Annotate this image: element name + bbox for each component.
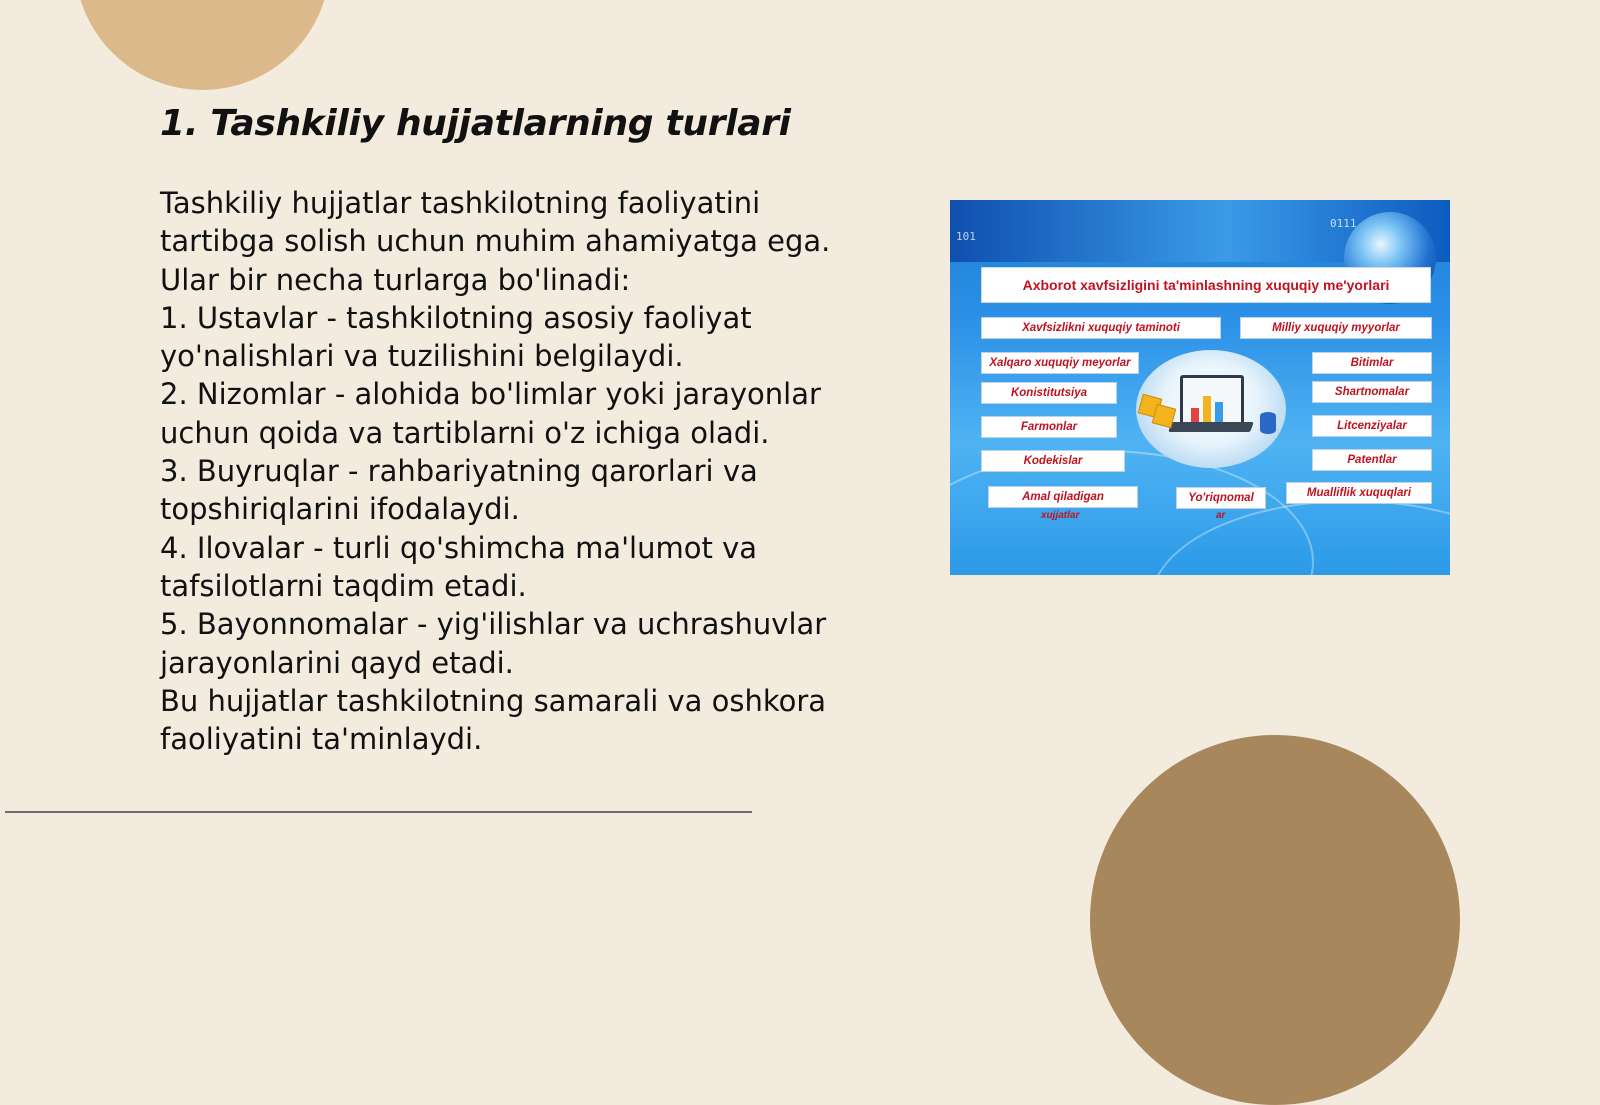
binary-digits-top: 0111 — [1330, 217, 1357, 230]
tag-amal-qiladigan: Amal qiladigan — [988, 486, 1138, 508]
chart-bar-icon — [1191, 408, 1199, 422]
list-item-ilovalar: 4. Ilovalar - turli qo'shimcha ma'lumot va tafsilotlarni taqdim etadi. — [160, 530, 758, 603]
slide-title: 1. Tashkiliy hujjatlarning turlari — [160, 103, 791, 144]
tag-overflow-text: ar — [1216, 510, 1226, 521]
illustration-header: Axborot xavfsizligini ta'minlashning xuquqiy me'yorlari — [981, 267, 1431, 303]
list-item-bayonnomalar: 5. Bayonnomalar - yig'ilishlar va uchrashuvlar jarayonlarini qayd etadi. — [160, 607, 827, 680]
tag-farmonlar: Farmonlar — [981, 416, 1117, 438]
chart-bar-icon — [1215, 402, 1223, 422]
tag-shartnomalar: Shartnomalar — [1312, 381, 1432, 403]
laptop-icon — [1180, 375, 1244, 425]
chart-bar-icon — [1203, 396, 1211, 422]
binary-digits-left: 101 — [956, 230, 976, 243]
slide-body — [160, 184, 850, 758]
intro-paragraph: Tashkiliy hujjatlar tashkilotning faoliyatini tartibga solish uchun muhim ahamiyatga ega. Ular bir necha turlarga bo'linadi: — [160, 186, 831, 297]
decorative-circle-bottom — [1090, 735, 1460, 1105]
list-item-ustavlar: 1. Ustavlar - tashkilotning asosiy faoliyat yo'nalishlari va tuzilishini belgilaydi. — [160, 300, 752, 374]
closing-paragraph: Bu hujjatlar tashkilotning samarali va oshkora faoliyatini ta'minlaydi. — [160, 683, 827, 757]
tag-xavfsizlik: Xavfsizlikni xuquqiy taminoti — [981, 317, 1221, 339]
tag-patentlar: Patentlar — [1312, 449, 1432, 471]
laptop-base-icon — [1168, 422, 1254, 432]
tag-litsenziyalar: Litcenziyalar — [1312, 415, 1432, 437]
list-item-nizomlar: 2. Nizomlar - alohida bo'limlar yoki jarayonlar uchun qoida va tartiblarni o'z ichiga oladi. — [160, 377, 821, 450]
tag-overflow-text: xujjatlar — [1041, 510, 1080, 521]
tag-yoriqnomalar: Yo'riqnomal — [1176, 487, 1266, 509]
tag-mualliflik: Mualliflik xuquqlari — [1286, 482, 1432, 504]
tag-milliy: Milliy xuquqiy myyorlar — [1240, 317, 1432, 339]
tag-konstitutsiya: Konistitutsiya — [981, 382, 1117, 404]
database-icon — [1260, 412, 1276, 434]
tag-bitimlar: Bitimlar — [1312, 352, 1432, 374]
list-item-buyruqlar: 3. Buyruqlar - rahbariyatning qarorlari va topshiriqlarini ifodalaydi. — [160, 454, 758, 527]
divider-line — [5, 811, 752, 813]
tag-xalqaro: Xalqaro xuquqiy meyorlar — [981, 352, 1139, 374]
decorative-circle-top — [75, 0, 330, 90]
legal-norms-illustration — [950, 200, 1450, 575]
tag-kodekslar: Kodekislar — [981, 450, 1125, 472]
